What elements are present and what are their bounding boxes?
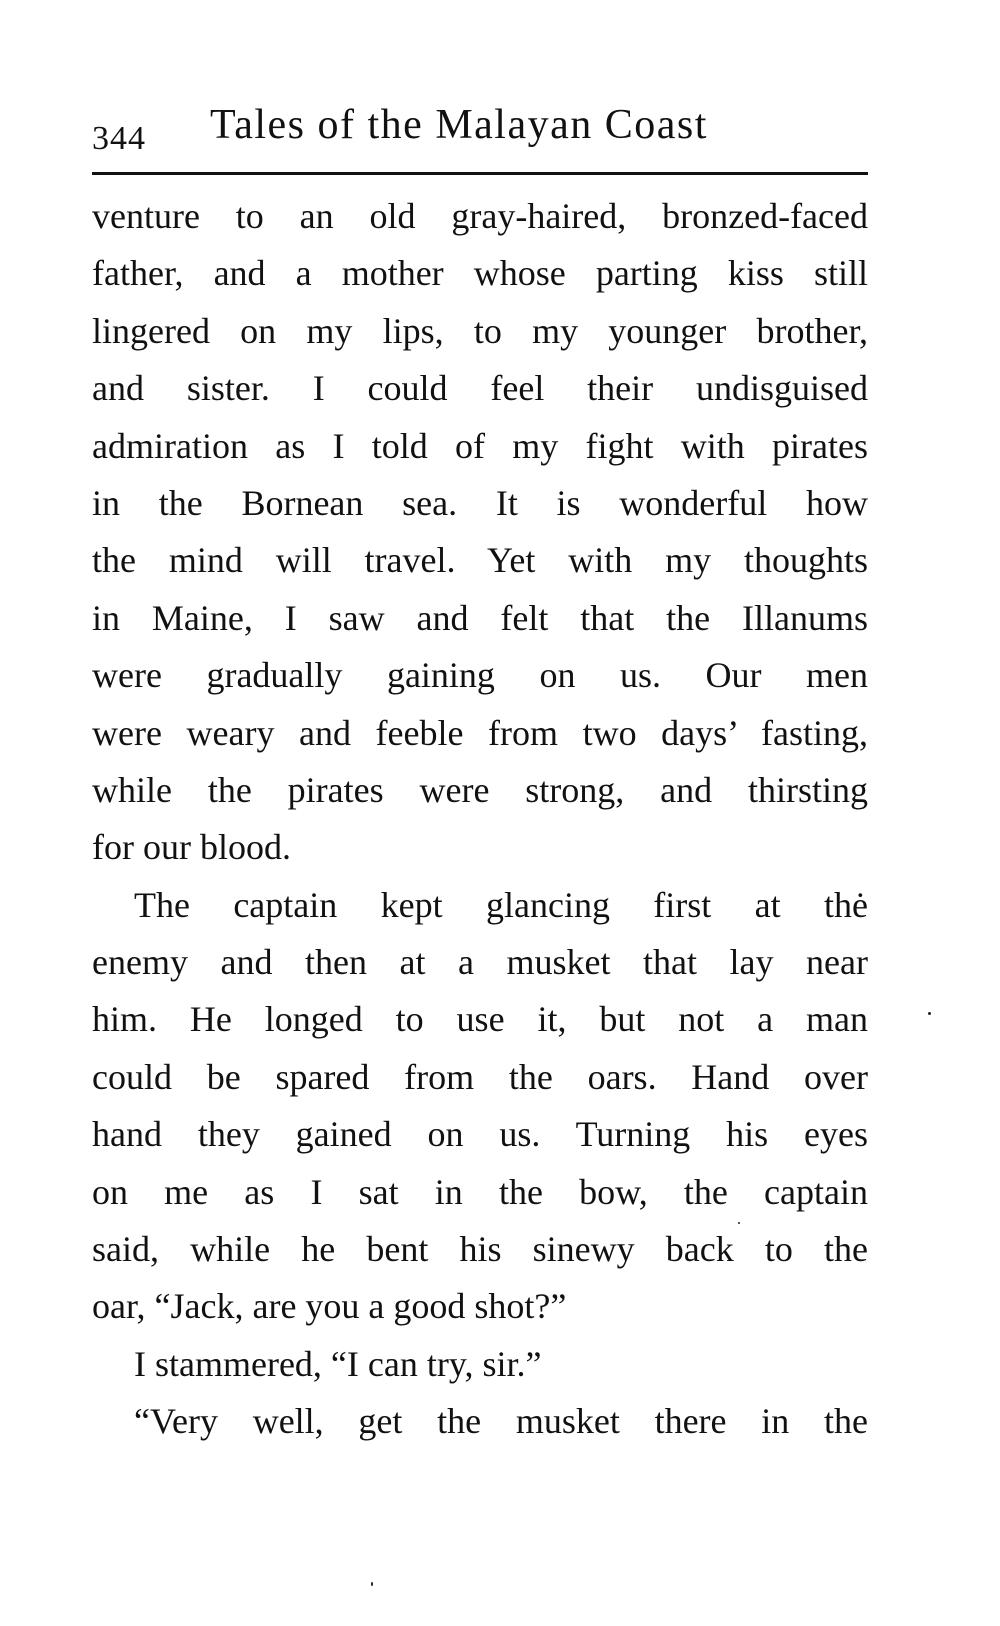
text-line: were weary and feeble from two days’ fasting,: [92, 712, 868, 753]
header-rule: [92, 172, 868, 175]
ink-speck: [371, 1582, 373, 1586]
text-line: oar, “Jack, are you a good shot?”: [92, 1286, 567, 1327]
running-title: Tales of the Malayan Coast: [210, 102, 708, 148]
text-line: in the Bornean sea. It is wonderful how: [92, 482, 868, 523]
text-line: while the pirates were strong, and thirsting: [92, 769, 868, 810]
ink-speck: [738, 1222, 740, 1224]
text-line: for our blood.: [92, 827, 291, 868]
text-line: him. He longed to use it, but not a man: [92, 999, 868, 1040]
running-head: [92, 92, 868, 157]
text-line: admiration as I told of my fight with pirates: [92, 425, 868, 466]
text-line: on me as I sat in the bow, the captain: [92, 1171, 868, 1212]
text-line: “Very well, get the musket there in the: [134, 1401, 868, 1442]
text-line: lingered on my lips, to my younger brother,: [92, 310, 868, 351]
text-line: I stammered, “I can try, sir.”: [134, 1343, 542, 1384]
text-line: The captain kept glancing first at thė: [134, 884, 868, 925]
text-line: father, and a mother whose parting kiss still: [92, 253, 868, 294]
text-line: said, while he bent his sinewy back to the: [92, 1229, 868, 1270]
text-line: in Maine, I saw and felt that the Illanums: [92, 597, 868, 638]
ink-speck: [928, 1012, 931, 1015]
text-line: enemy and then at a musket that lay near: [92, 942, 868, 983]
body-text: [92, 188, 868, 1451]
text-line: venture to an old gray-haired, bronzed-faced: [92, 196, 868, 236]
text-line: the mind will travel. Yet with my thoughts: [92, 540, 868, 581]
text-line: hand they gained on us. Turning his eyes: [92, 1114, 868, 1155]
text-line: and sister. I could feel their undisguised: [92, 368, 868, 409]
page-number: 344: [92, 120, 146, 157]
text-line: could be spared from the oars. Hand over: [92, 1056, 868, 1097]
text-line: were gradually gaining on us. Our men: [92, 655, 868, 696]
